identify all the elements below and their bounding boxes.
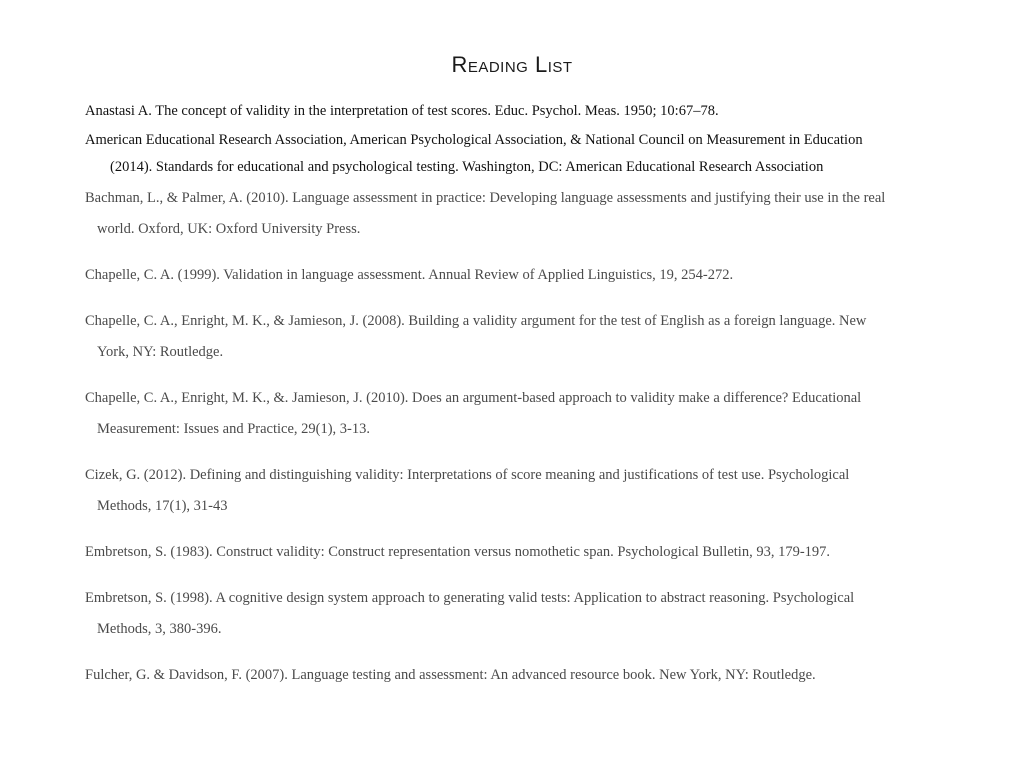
reference-item: Bachman, L., & Palmer, A. (2010). Language assessment in practice: Developing language assessments and justifying their use in the real world. Oxford, UK: Oxford University Press.	[85, 190, 886, 237]
reference-item: Embretson, S. (1983). Construct validity: Construct representation versus nomothetic span. Psychological Bulletin, 93, 179-197.	[85, 544, 831, 560]
reference-item: Chapelle, C. A., Enright, M. K., & Jamieson, J. (2008). Building a validity argument for the test of English as a foreign language. New York, NY: Routledge.	[85, 313, 867, 360]
reference-item: American Educational Research Association, American Psychological Association, & National Council on Measurement in Education (2014). Standards for educational and psychological testing. Washington, DC: American Educational Research Association	[85, 132, 863, 175]
reference-item: Chapelle, C. A. (1999). Validation in language assessment. Annual Review of Applied Linguistics, 19, 254-272.	[85, 267, 734, 283]
reference-list	[85, 98, 895, 691]
reference-item: Cizek, G. (2012). Defining and distinguishing validity: Interpretations of score meaning and justifications of test use. Psychological Methods, 17(1), 31-43	[85, 467, 850, 514]
reference-item: Fulcher, G. & Davidson, F. (2007). Language testing and assessment: An advanced resource book. New York, NY: Routledge.	[85, 667, 816, 683]
page-title: Reading List	[451, 52, 573, 77]
reference-item: Anastasi A. The concept of validity in the interpretation of test scores. Educ. Psychol. Meas. 1950; 10:67–78.	[85, 103, 719, 119]
reference-item: Chapelle, C. A., Enright, M. K., &. Jamieson, J. (2010). Does an argument-based approach to validity make a difference? Educational Measurement: Issues and Practice, 29(1), 3-13.	[85, 390, 862, 437]
reference-item: Embretson, S. (1998). A cognitive design system approach to generating valid tests: Application to abstract reasoning. Psychological Methods, 3, 380-396.	[85, 590, 855, 637]
